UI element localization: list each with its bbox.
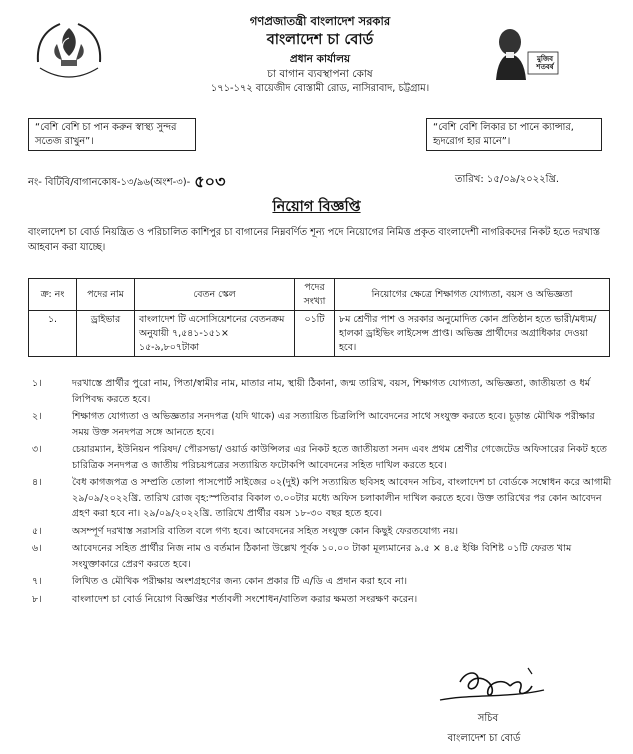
item-text: শিক্ষাগত যোগ্যতা ও অভিজ্ঞতার সনদপত্র (যদি থাকে) এর সত্যায়িত চিত্রলিপি আবেদনের সাথে সংযুক্ত করতে হবে। চূড়ান্ত মৌখিক পরীক্ষার সময় উক্ত সনদপত্র সঙ্গে আনতে হবে। (72, 411, 595, 438)
list-item (28, 541, 612, 572)
item-number: ৪। (32, 477, 42, 489)
list-item (28, 475, 612, 522)
item-text: বৈধ কাগজপত্র ও সম্প্রতি তোলা পাসপোর্ট সাইজের ০২(দুই) কপি সত্যায়িত ছবিসহ আবেদন সচিব, বাংলাদেশ চা বোর্ডকে সম্বোধন করে আগামী ২৯/০৯/২০২২খ্রি. তারিখ রোজ বৃহ:স্পতিবার বিকাল ৩.০০টার মধ্যে অফিস চলাকালীন দাখিল করতে হবে। উক্ত তারিখের পর কোন আবেদন গ্রহণ করা হবে না। ২৯/০৯/২০২২খ্রি. তারিখে প্রার্থীর বয়স ১৮-৩০ বছর হতে হবে। (72, 477, 612, 520)
terms-list (28, 376, 612, 609)
header-post: পদের নাম (77, 279, 135, 311)
office-address: ১৭১-১৭২ বায়েজীদ বোস্তামী রোড, নাসিরাবাদ, চট্টগ্রাম। (210, 83, 430, 95)
vacancy-table (28, 278, 610, 357)
slogan-right: “বেশি বেশি লিকার চা পানে ক্যান্সার, হৃদরোগ হার মানে”। (426, 118, 602, 151)
list-item (28, 442, 612, 473)
item-number: ২। (32, 411, 42, 423)
cell-post: ড্রাইভার (77, 311, 135, 357)
header-count: পদের সংখ্যা (295, 279, 335, 311)
office-name: প্রধান কার্যালয় (289, 53, 351, 66)
item-text: বাংলাদেশ চা বোর্ড নিয়োগ বিজ্ঞপ্তির শর্তাবলী সংশোধন/বাতিল করার ক্ষমতা সংরক্ষণ করেন। (72, 593, 418, 605)
signatory-title: সচিব (477, 713, 499, 724)
portrait-caption: মুজিব শতবর্ষ (536, 55, 554, 71)
item-text: লিখিত ও মৌখিক পরীক্ষায় অংশগ্রহণের জন্য কোন প্রকার টি এ/ডি এ প্রদান করা হবে না। (72, 576, 408, 588)
item-text: আবেদনের সহিত প্রার্থীর নিজ নাম ও বর্তমান ঠিকানা উল্লেখ পূর্বক ১০.০০ টাকা মূল্যমানের ৯.৫ × ৪.৫ ইঞ্চি বিশিষ্ট ০১টি ফেরত খাম সংযুক্তাকারে প্রেরণ করতে হবে। (72, 543, 572, 570)
memo-date: তারিখ: ১৫/০৯/২০২২খ্রি. (455, 174, 560, 185)
item-number: ৬। (32, 543, 42, 555)
handwritten-number: ৫০৩ (194, 172, 226, 191)
item-text: দরখাস্তে প্রার্থীর পুরো নাম, পিতা/স্বামীর নাম, মাতার নাম, স্থায়ী ঠিকানা, জন্ম তারিখ, বয়স, শিক্ষাগত যোগ্যতা, অভিজ্ঞতা, জাতীয়তা ও ধর্ম লিপিবদ্ধ করতে হবে। (72, 378, 591, 405)
organization-name: বাংলাদেশ চা বোর্ড (266, 31, 374, 48)
list-item (28, 592, 612, 608)
cell-serial: ১. (29, 311, 77, 357)
handwritten-signature-icon (420, 660, 560, 712)
cell-qualification: ৮ম শ্রেণীর পাশ ও সরকার অনুমোদিত কোন প্রতিষ্ঠান হতে ভারী/মধ্যম/হালকা ড্রাইভিং লাইসেন্স প্রাপ্ত। অভিজ্ঞ প্রার্থীদের অগ্রাধিকার দেওয়া হবে। (335, 311, 610, 357)
memo-number: নং- বিটিবি/বাগানকোষ-১৩/৯৬(অংশ-৩)- (28, 177, 191, 188)
list-item (28, 409, 612, 440)
item-number: ৮। (32, 593, 42, 605)
tea-board-seal-icon (30, 14, 108, 88)
list-item (28, 574, 612, 590)
header-serial: ক্র: নং (29, 279, 77, 311)
memo-reference (28, 171, 225, 193)
cell-scale: বাংলাদেশ টি এসোসিয়েশনের বেতনক্রম অনুযায়ী ৭,৫৪১-১৫১× ১৫-৯,৮০৭টাকা (135, 311, 295, 357)
table-header-row (29, 279, 610, 311)
header-qualification: নিয়োগের ক্ষেত্রে শিক্ষাগত যোগ্যতা, বয়স ও অভিজ্ঞতা (335, 279, 610, 311)
mujib-portrait-icon (490, 22, 560, 82)
slogan-left: “বেশি বেশি চা পান করুন স্বাস্থ্য সুন্দর সতেজ রাখুন”। (28, 118, 196, 151)
intro-paragraph: বাংলাদেশ চা বোর্ড নিয়ন্ত্রিত ও পরিচালিত কাশিপুর চা বাগানের নিম্নবর্ণিত শূন্য পদে নিয়োগের নিমিত্ত প্রকৃত বাংলাদেশী নাগরিকদের নিকট হতে দরখাস্ত আহবান করা যাচ্ছে। (28, 227, 600, 254)
letterhead (150, 14, 490, 96)
title-text: নিয়োগ বিজ্ঞপ্তি (272, 199, 361, 215)
header-scale: বেতন স্কেল (135, 279, 295, 311)
item-number: ৭। (32, 576, 42, 588)
list-item (28, 524, 612, 540)
item-text: চেয়ারম্যান, ইউনিয়ন পরিষদ/ পৌরসভা/ ওয়ার্ড কাউন্সিলর এর নিকট হতে জাতীয়তা সনদ এবং প্রথম শ্রেণীর গেজেটেড অফিসারের নিকট হতে চারিত্রিক সনদপত্র ও জাতীয় পরিচয়পত্রের সত্যায়িত ফটোকপি আবেদনের সহিত দাখিল করতে হবে। (72, 444, 608, 471)
item-number: ৩। (32, 444, 42, 456)
department-name: চা বাগান ব্যবস্থাপনা কোষ (267, 68, 373, 81)
page-title (0, 198, 633, 218)
item-number: ১। (32, 378, 42, 389)
cell-count: ০১টি (295, 311, 335, 357)
table-row (29, 311, 610, 357)
item-text: অসম্পূর্ণ দরখাস্ত সরাসরি বাতিল বলে গণ্য হবে। আবেদনের সহিত সংযুক্ত কোন কিছুই ফেরতযোগ্য নয়। (72, 525, 459, 537)
government-name: গণপ্রজাতন্ত্রী বাংলাদেশ সরকার (249, 14, 391, 28)
item-number: ৫। (32, 525, 42, 537)
list-item (28, 376, 612, 407)
signatory-organization: বাংলাদেশ চা বোর্ড (447, 733, 521, 744)
